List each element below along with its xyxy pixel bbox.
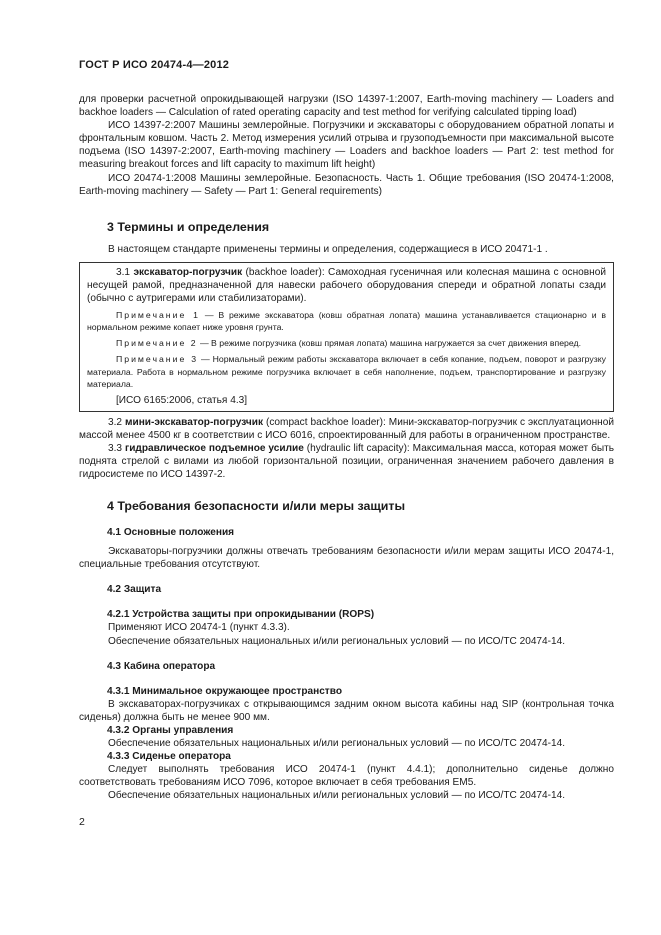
- paragraph: В экскаваторах-погрузчиках с открывающимся задним окном высота кабины над SIP (контрольная точка сиденья) должна быть не менее 900 мм.: [79, 698, 614, 723]
- subsection-heading: 4.3.2 Органы управления: [107, 724, 234, 736]
- term-name: экскаватор-погрузчик: [133, 266, 243, 278]
- term-note: [87, 309, 606, 333]
- term-number: 3.2: [108, 416, 123, 428]
- section-heading: 4 Требования безопасности и/или меры защиты: [107, 499, 406, 514]
- term-number: 3.3: [108, 442, 123, 454]
- document-header: ГОСТ Р ИСО 20474-4—2012: [79, 59, 230, 71]
- term-text: (backhoe loader): Самоходная гусеничная или колесная машина с основной несущей рамой, предназначенной для навески рабочего оборудования спереди и обратной лопаты сзади (обычно с аутригерами или стабилизаторами).: [87, 266, 606, 305]
- reference-paragraph: ИСО 14397-2:2007 Машины землеройные. Погрузчики и экскаваторы с оборудованием обратной лопаты и фронтальным ковшом. Часть 2. Метод измерения усилий отрыва и грузоподъемности при максимальной высоте подъема (ISO 14397-2:2007, Earth-moving machinery — Loaders and backhoe loaders — Part 2: test method for measuring breakout forces and lift capacity to maximum lift height): [79, 120, 614, 171]
- term-text: (compact backhoe loader): Мини-экскаватор-погрузчик с эксплуатационной массой менее 4500 кг в соответствии с ИСО 6016, спроектированный для работы в ограниченном пространстве.: [79, 416, 614, 441]
- subsection-heading: 4.2.1 Устройства защиты при опрокидывании (ROPS): [107, 609, 375, 621]
- term-definition: [79, 416, 614, 442]
- reference-paragraph: ИСО 20474-1:2008 Машины землеройные. Безопасность. Часть 1. Общие требования (ISO 20474-1:2008, Earth-moving machinery — Safety — Part 1: General requirements): [79, 172, 614, 197]
- note-label: Примечание 1: [116, 310, 200, 321]
- paragraph: Обеспечение обязательных национальных и/или региональных условий — по ИСО/ТС 20474-14.: [108, 635, 566, 647]
- section-heading: 3 Термины и определения: [107, 219, 270, 234]
- document-body: [79, 93, 614, 802]
- subsection-heading: 4.2 Защита: [107, 584, 162, 596]
- note-label: Примечание 2: [116, 338, 198, 349]
- subsection-heading: 4.3.1 Минимальное окружающее пространство: [107, 685, 342, 697]
- paragraph: Обеспечение обязательных национальных и/или региональных условий — по ИСО/ТС 20474-14.: [108, 790, 566, 802]
- reference-paragraph: для проверки расчетной опрокидывающей нагрузки (ISO 14397-1:2007, Earth-moving machinery — Loaders and backhoe loaders — Calculation of rated operating capacity and test method for verifying calculated tipping load): [79, 94, 614, 119]
- term-definition: [79, 442, 614, 481]
- term-text: (hydraulic lift capacity): Максимальная масса, которая может быть поднята стрелой с вилами из любой горизонтальной позиции, ограниченная значением рабочего давления в гидросистеме по ИСО 14397-2.: [79, 442, 614, 481]
- subsection-heading: 4.3.3 Сиденье оператора: [107, 750, 231, 762]
- paragraph: Обеспечение обязательных национальных и/или региональных условий — по ИСО/ТС 20474-14.: [108, 737, 566, 749]
- term-name: мини-экскаватор-погрузчик: [125, 416, 264, 428]
- term-note: [87, 337, 606, 349]
- subsection-heading: 4.1 Основные положения: [107, 527, 235, 539]
- paragraph: Следует выполнять требования ИСО 20474-1 (пункт 4.4.1); дополнительно сиденье должно соответствовать требованиям ИСО 7096, которое включает в себя требования ЕМ5.: [79, 763, 614, 788]
- term-name: гидравлическое подъемное усилие: [125, 442, 304, 454]
- paragraph: Применяют ИСО 20474-1 (пункт 4.3.3).: [108, 622, 290, 634]
- note-text: — В режиме экскаватора (ковш обратная лопата) машина устанавливается стационарно и в нормальном режиме копает ниже уровня грунта.: [87, 310, 607, 333]
- term-definition: [87, 266, 606, 305]
- page-number: 2: [79, 816, 85, 828]
- note-text: — В режиме погрузчика (ковш прямая лопата) машина нагружается за счет движения вперед.: [199, 338, 582, 349]
- term-source: [ИСО 6165:2006, статья 4.3]: [116, 394, 248, 406]
- term-number: 3.1: [116, 266, 131, 278]
- paragraph: Экскаваторы-погрузчики должны отвечать требованиям безопасности и/или мерам защиты ИСО 20474-1, специальные требования отсутствуют.: [79, 546, 614, 571]
- term-note: [87, 353, 606, 389]
- note-label: Примечание 3: [116, 354, 199, 365]
- term-definition-box: [79, 262, 614, 412]
- note-text: — Нормальный режим работы экскаватора включает в себя копание, подъем, поворот и разгрузку материала. Работа в нормальном режиме погрузчика включает в себя наполнение, подъем, транспортирование и разгрузку материала.: [87, 354, 606, 389]
- section-intro: В настоящем стандарте применены термины и определения, содержащиеся в ИСО 20471-1 .: [108, 243, 548, 255]
- subsection-heading: 4.3 Кабина оператора: [107, 660, 216, 672]
